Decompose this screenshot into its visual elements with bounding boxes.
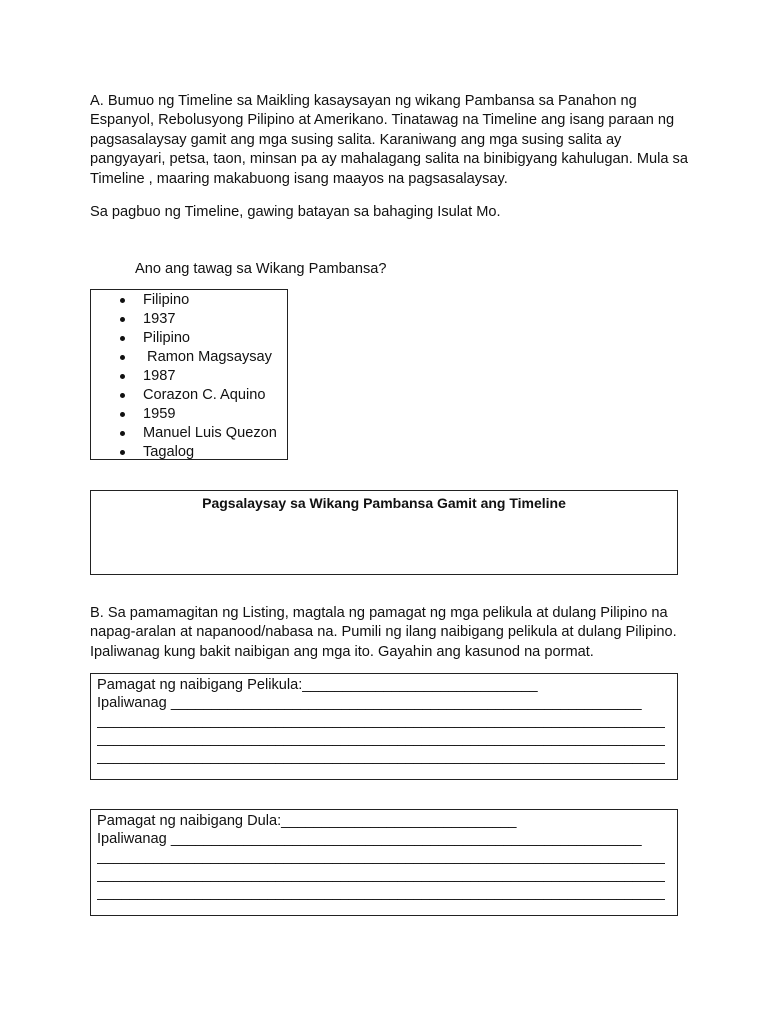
word-bank-label: Manuel Luis Quezon	[143, 425, 277, 441]
play-answer-line[interactable]: ______________________________________________________________________	[97, 849, 666, 865]
bullet-icon	[120, 355, 125, 360]
bullet-icon	[120, 393, 125, 398]
bullet-icon	[120, 298, 125, 303]
favorite-movie-form[interactable]	[90, 673, 678, 780]
word-bank-item	[91, 405, 277, 424]
word-bank-label: Pilipino	[143, 330, 191, 346]
bullet-icon	[120, 374, 125, 379]
word-bank-list	[91, 291, 277, 462]
word-bank-label: 1937	[143, 311, 176, 327]
word-bank-label: Tagalog	[143, 444, 195, 460]
play-answer-line[interactable]: ______________________________________________________________________	[97, 885, 666, 901]
play-title-field[interactable]: Pamagat ng naibigang Dula:_____________________________	[97, 813, 517, 829]
movie-answer-line[interactable]: ______________________________________________________________________	[97, 749, 666, 765]
word-bank-box	[90, 289, 288, 460]
word-bank-item	[91, 424, 277, 443]
bullet-icon	[120, 450, 125, 455]
play-explain-field[interactable]: Ipaliwanag __________________________________________________________	[97, 831, 642, 847]
word-bank-item	[91, 386, 277, 405]
bullet-icon	[120, 431, 125, 436]
word-bank-label: Ramon Magsaysay	[143, 349, 272, 365]
movie-answer-line[interactable]: ______________________________________________________________________	[97, 731, 666, 747]
movie-answer-line[interactable]: ______________________________________________________________________	[97, 713, 666, 729]
word-bank-label: Filipino	[143, 292, 190, 308]
section-b-instructions: B. Sa pamamagitan ng Listing, magtala ng pamagat ng mga pelikula at dulang Pilipino na napag-aralan at napanood/nabasa na. Pumili ng ilang naibigang pelikula at dulang Pilipino. Ipaliwanag kung bakit naibigan ang mga ito. Gayahin ang kasunod na pormat.	[90, 605, 677, 660]
bullet-icon	[120, 336, 125, 341]
timeline-story-box[interactable]	[90, 490, 678, 575]
word-bank-item	[91, 310, 277, 329]
word-bank-label: 1959	[143, 406, 176, 422]
section-a-instructions: A. Bumuo ng Timeline sa Maikling kasaysayan ng wikang Pambansa sa Panahon ng Espanyol, Rebolusyong Pilipino at Amerikano. Tinatawag na Timeline ang isang paraan ng pagsasalaysay gamit ang mga susing salita. Karaniwang ang mga susing salita ay pangyayari, petsa, taon, minsan pa ay mahalagang salita na binibigyang kahulugan. Mula sa Timeline , maaring makabuong isang maayos na pagsasalaysay.	[90, 93, 688, 187]
word-bank-item	[91, 291, 277, 310]
bullet-icon	[120, 412, 125, 417]
word-bank-item	[91, 348, 277, 367]
movie-explain-field[interactable]: Ipaliwanag __________________________________________________________	[97, 695, 642, 711]
favorite-play-form[interactable]	[90, 809, 678, 916]
word-bank-item	[91, 329, 277, 348]
play-answer-line[interactable]: ______________________________________________________________________	[97, 867, 666, 883]
section-a-guide: Sa pagbuo ng Timeline, gawing batayan sa bahaging Isulat Mo.	[90, 204, 501, 220]
word-bank-label: Corazon C. Aquino	[143, 387, 266, 403]
word-bank-item	[91, 367, 277, 386]
bullet-icon	[120, 317, 125, 322]
story-box-title: Pagsalaysay sa Wikang Pambansa Gamit ang Timeline	[202, 495, 566, 511]
word-bank-item	[91, 443, 277, 462]
movie-title-field[interactable]: Pamagat ng naibigang Pelikula:_____________________________	[97, 677, 538, 693]
question: Ano ang tawag sa Wikang Pambansa?	[135, 261, 387, 277]
word-bank-label: 1987	[143, 368, 176, 384]
